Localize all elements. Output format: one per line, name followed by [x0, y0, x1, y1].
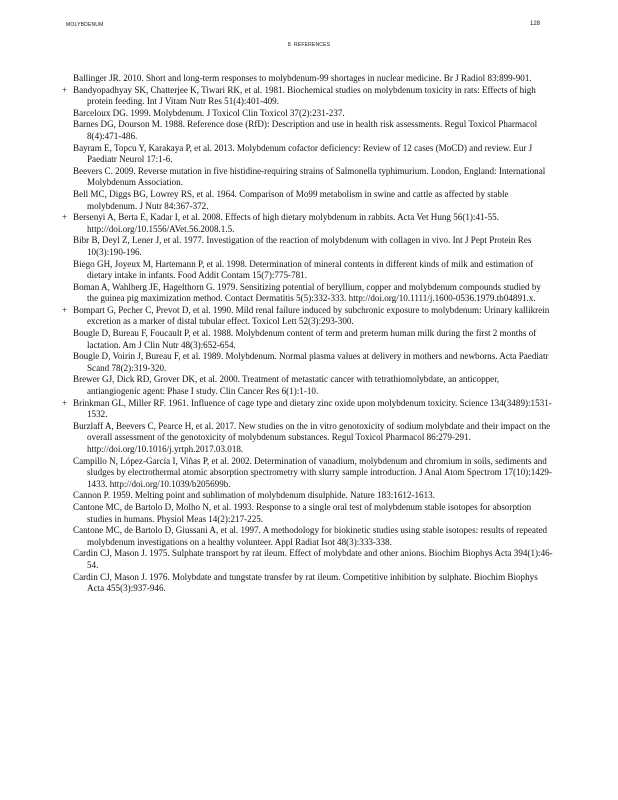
reference-text: Brinkman GL, Miller RF. 1961. Influence of cage type and dietary zinc oxide upon molybdenum toxicity. Science 134(3489):1531-1532. [73, 397, 552, 420]
reference-entry [73, 259, 553, 282]
reference-marker: + [62, 212, 68, 223]
reference-entry [73, 235, 553, 258]
reference-entry [73, 572, 553, 595]
reference-text: Bandyopadhyay SK, Chatterjee K, Tiwari RK, et al. 1981. Biochemical studies on molybdenum toxicity in rats: Effects of high protein feeding. Int J Vitam Nutr Res 51(4):401-409. [73, 84, 536, 107]
reference-entry [62, 397, 553, 421]
reference-entry [73, 456, 553, 491]
reference-text: Burzlaff A, Beevers C, Pearce H, et al. 2017. New studies on the in vitro genotoxicity of sodium molybdate and their impact on the overall assessment of the genotoxicity of molybdenum substances. Regul Toxicol Pharmacol 86:279-291. http://doi.org/10.1016/j.yrtph.2017.03.018. [73, 420, 551, 454]
reference-entry [73, 108, 553, 120]
reference-text: Cantone MC, de Bartolo D, Molho N, et al. 1993. Response to a single oral test of molybdenum stable isotopes for absorption studies in humans. Physiol Meas 14(2):217-225. [73, 501, 532, 524]
reference-entry [73, 328, 553, 351]
reference-entry [73, 166, 553, 189]
reference-marker: + [62, 84, 68, 95]
reference-entry [73, 548, 553, 571]
reference-text: Bompart G, Pecher C, Prevot D, et al. 1990. Mild renal failure induced by subchronic exposure to molybdenum: Urinary kallikrein excretion as a marker of distal tubular effect. Toxicol Lett 52(3):293-300. [73, 304, 550, 327]
reference-text: Cardin CJ, Mason J. 1975. Sulphate transport by rat ileum. Effect of molybdate and other anions. Biochim Biophys Acta 394(1):46-54. [73, 548, 553, 570]
reference-text: Cannon P. 1959. Melting point and sublimation of molybdenum disulphide. Nature 183:1612-1613. [73, 490, 435, 501]
reference-entry [73, 374, 553, 397]
reference-text: Beevers C. 2009. Reverse mutation in five histidine-requiring strains of Salmonella typhimurium. London, England: International Molybdenum Association. [73, 165, 546, 188]
reference-entry [62, 304, 553, 328]
reference-entry [73, 73, 553, 85]
reference-text: Bayram E, Topcu Y, Karakaya P, et al. 2013. Molybdenum cofactor deficiency: Review of 12 cases (MoCD) and review. Eur J Paediatr Neurol 17:1-6. [73, 142, 533, 165]
reference-text: Cardin CJ, Mason J. 1976. Molybdate and tungstate transfer by rat ileum. Competitive inhibition by sulphate. Biochim Biophys Acta 455(3):937-946. [73, 571, 538, 594]
reference-entry [73, 189, 553, 212]
reference-text: Bell MC, Diggs BG, Lowrey RS, et al. 1964. Comparison of Mo99 metabolism in swine and cattle as affected by stable molybdenum. J Nutr 84:367-372. [73, 188, 509, 211]
reference-text: Bersenyi A, Berta E, Kadar I, et al. 2008. Effects of high dietary molybdenum in rabbits. Acta Vet Hung 56(1):41-55. http://doi.org/10.1556/AVet.56.2008.1.5. [73, 212, 499, 234]
reference-text: Boman A, Wahlberg JE, Hagelthorn G. 1979. Sensitizing potential of beryllium, copper and molybdenum compounds studied by the guinea pig maximization method. Contact Dermatitis 5(5):332-333. http://doi.org/10.1111/j.1600-0536.1979.tb04891.x. [73, 281, 541, 304]
reference-entry [73, 490, 553, 502]
reference-entry [73, 525, 553, 548]
reference-text: Biego GH, Joyeux M, Hartemann P, et al. 1998. Determination of mineral contents in different kinds of milk and estimation of dietary intake in infants. Food Addit Contam 15(7):775-781. [73, 258, 534, 281]
reference-entry [73, 143, 553, 166]
reference-entry [62, 212, 553, 235]
reference-entry [62, 84, 553, 108]
reference-entry [73, 421, 553, 456]
page-number: 128 [530, 21, 541, 27]
reference-text: Barceloux DG. 1999. Molybdenum. J Toxicol Clin Toxicol 37(2):231-237. [73, 107, 345, 118]
reference-text: Bibr B, Deyl Z, Lener J, et al. 1977. Investigation of the reaction of molybdenum with collagen in vivo. Int J Pept Protein Res 10(3):190-196. [73, 235, 532, 257]
reference-marker: + [62, 304, 68, 315]
reference-text: Brewer GJ, Dick RD, Grover DK, et al. 2000. Treatment of metastatic cancer with tetrathiomolybdate, an anticopper, antiangiogenic agent: Phase I study. Clin Cancer Res 6(1):1-10. [73, 374, 500, 397]
reference-text: Bougle D, Bureau F, Foucault P, et al. 1988. Molybdenum content of term and preterm human milk during the first 2 months of lactation. Am J Clin Nutr 48(3):652-654. [73, 328, 537, 350]
reference-entry [73, 119, 553, 142]
reference-text: Barnes DG, Dourson M. 1988. Reference dose (RfD): Description and use in health risk assessments. Regul Toxicol Pharmacol 8(4):471-486. [73, 119, 538, 141]
reference-entry [73, 502, 553, 525]
section-heading: 8. REFERENCES [287, 42, 331, 48]
reference-list [62, 73, 553, 595]
reference-text: Ballinger JR. 2010. Short and long-term responses to molybdenum-99 shortages in nuclear medicine. Br J Radiol 83:899-901. [73, 73, 532, 83]
reference-entry [73, 351, 553, 374]
reference-text: Cantone MC, de Bartolo D, Giussani A, et al. 1997. A methodology for biokinetic studies using stable isotopes: results of repeated molybdenum investigations on a healthy volunteer. Appl Radiat Isot 48(3):333-338. [73, 525, 548, 547]
reference-marker: + [62, 397, 68, 408]
reference-text: Bougle D, Voirin J, Bureau F, et al. 1989. Molybdenum. Normal plasma values at delivery in mothers and newborns. Acta Paediatr Scand 78(2):319-320. [73, 351, 549, 373]
reference-text: Campillo N, López-García I, Viñas P, et al. 2002. Determination of vanadium, molybdenum and chromium in soils, sediments and sludges by electrothermal atomic absorption spectrometry with slurry sample introduction. J Anal Atom Spectrom 17(10):1429-1433. http://doi.org/10.1039/b205699b. [73, 455, 552, 489]
running-header-title: MOLYBDENUM [66, 22, 104, 28]
reference-entry [73, 282, 553, 305]
